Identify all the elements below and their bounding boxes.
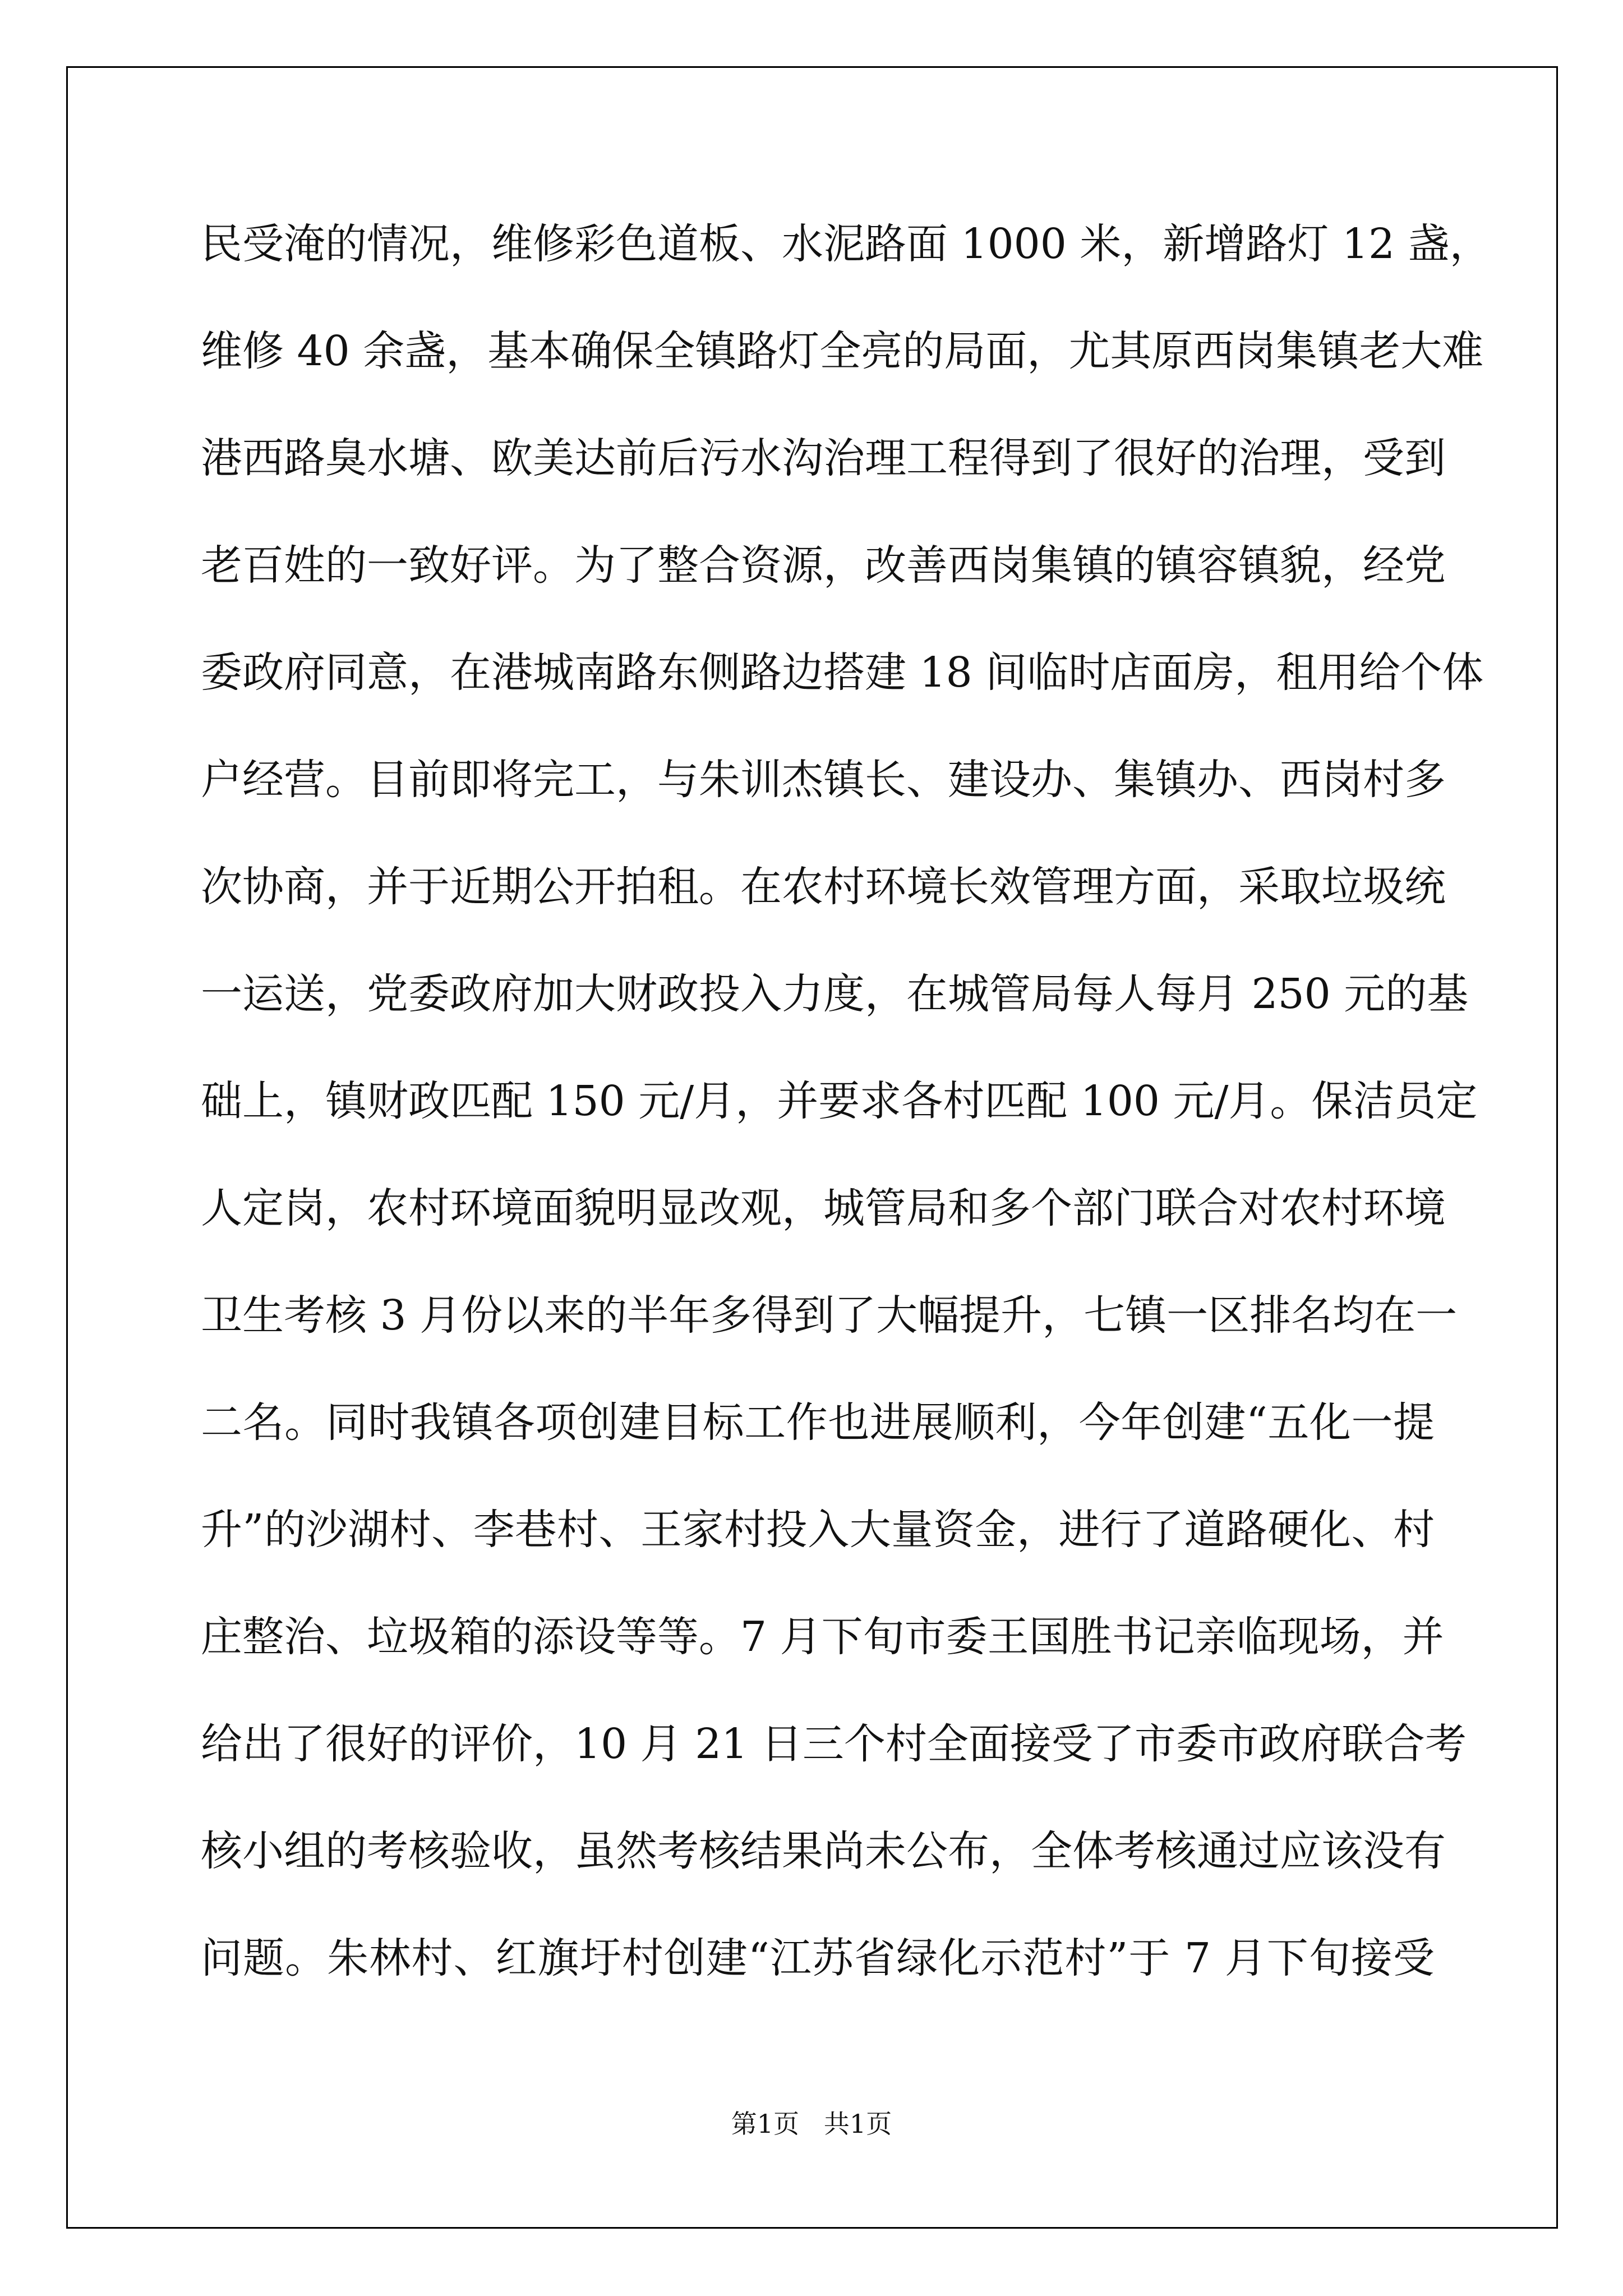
text-line: 二名。同时我镇各项创建目标工作也进展顺利，今年创建“五化一提 [201, 1398, 1435, 1447]
text-line: 础上，镇财政匹配 150 元/月，并要求各村匹配 100 元/月。保洁员定 [201, 1077, 1478, 1125]
text-line: 给出了很好的评价，10 月 21 日三个村全面接受了市委市政府联合考 [201, 1720, 1467, 1768]
text-line: 委政府同意，在港城南路东侧路边搭建 18 间临时店面房，租用给个体 [201, 648, 1484, 697]
text-line: 户经营。目前即将完工，与朱训杰镇长、建设办、集镇办、西岗村多 [201, 756, 1446, 804]
text-line: 民受淹的情况，维修彩色道板、水泥路面 1000 米，新增路灯 12 盏， [201, 220, 1491, 268]
text-line: 一运送，党委政府加大财政投入力度，在城管局每人每月 250 元的基 [201, 970, 1469, 1018]
text-line: 老百姓的一致好评。为了整合资源，改善西岗集镇的镇容镇貌，经党 [201, 541, 1446, 590]
page-number-footer: 第1页 共1页 [731, 2109, 892, 2139]
text-line: 问题。朱林村、红旗圩村创建“江苏省绿化示范村”于 7 月下旬接受 [201, 1934, 1435, 1982]
text-line: 人定岗，农村环境面貌明显改观，城管局和多个部门联合对农村环境 [201, 1184, 1446, 1232]
text-line: 港西路臭水塘、欧美达前后污水沟治理工程得到了很好的治理，受到 [201, 434, 1446, 482]
text-line: 庄整治、垃圾箱的添设等等。7 月下旬市委王国胜书记亲临现场，并 [201, 1613, 1444, 1661]
text-line: 次协商，并于近期公开拍租。在农村环境长效管理方面，采取垃圾统 [201, 863, 1446, 911]
text-line: 卫生考核 3 月份以来的半年多得到了大幅提升，七镇一区排名均在一 [201, 1291, 1458, 1340]
text-line: 升”的沙湖村、李巷村、王家村投入大量资金，进行了道路硬化、村 [201, 1506, 1435, 1554]
text-line: 维修 40 余盏，基本确保全镇路灯全亮的局面，尤其原西岗集镇老大难 [201, 327, 1484, 375]
document-body [201, 191, 1491, 2012]
text-line: 核小组的考核验收，虽然考核结果尚未公布，全体考核通过应该没有 [201, 1827, 1446, 1875]
